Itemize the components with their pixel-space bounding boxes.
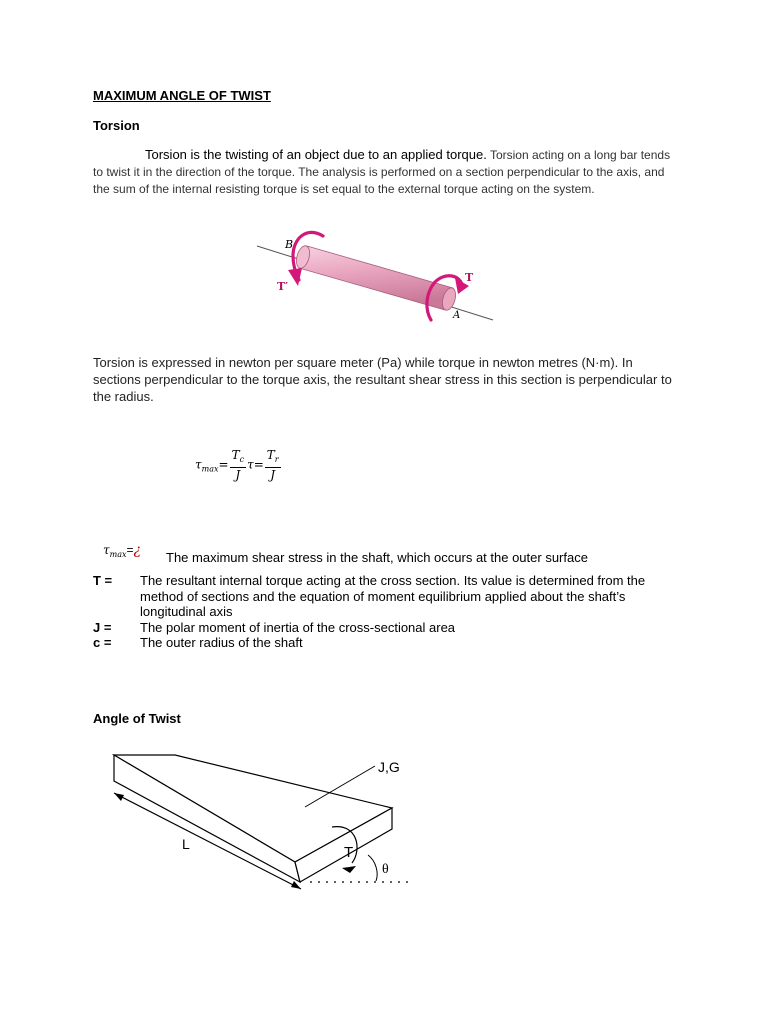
angle-of-twist-heading: Angle of Twist <box>93 711 181 726</box>
definition-text: The polar moment of inertia of the cross-sectional area <box>140 619 456 635</box>
definitions-list <box>93 573 673 651</box>
shear-stress-formula: $\tau_{max}=$ $\frac{T_c}{J}$ τ= $\frac{T_r}{J}$ <box>195 448 279 482</box>
label-t: T <box>344 844 354 861</box>
tau-max-description: The maximum shear stress in the shaft, which occurs at the outer surface <box>166 550 588 565</box>
definition-key: T = <box>93 573 113 588</box>
fraction-tc-over-j: $\frac{T_c}{J}$ <box>231 448 245 482</box>
label-l: L <box>182 836 190 852</box>
units-paragraph: Torsion is expressed in newton per square meter (Pa) while torque in newton metres (N·m). In sections perpendicular to the torque axis, the resultant shear stress in this section is perpendicular to the radius. <box>93 355 672 404</box>
definition-row <box>93 573 673 620</box>
label-jg: J,G <box>378 759 400 775</box>
torsion-body-text: Torsion acting on a long bar tends to twist it in the direction of the torque. The analysis is performed on a section perpendicular to the axis, and the sum of the internal resisting torque is set equal to the external torque acting on the system. <box>93 148 671 196</box>
label-b: B <box>285 238 294 251</box>
fraction-tr-over-j: $\frac{T_r}{J}$ <box>266 448 279 482</box>
definition-key: J = <box>93 619 112 635</box>
definition-row <box>93 635 673 651</box>
label-theta: θ <box>382 862 389 877</box>
torque-arrowhead-left-icon <box>288 268 302 286</box>
label-a: A <box>453 310 461 321</box>
definition-row <box>93 620 673 636</box>
torsion-heading: Torsion <box>93 118 140 133</box>
torsion-lead-text: Torsion is the twisting of an object due to an applied torque. <box>145 147 487 162</box>
torque-arrowhead-icon <box>342 866 356 873</box>
definition-text: The outer radius of the shaft <box>140 635 303 650</box>
page-title: MAXIMUM ANGLE OF TWIST <box>93 88 271 103</box>
definition-key: c = <box>93 635 112 650</box>
label-t: T <box>465 271 474 284</box>
shaft-body <box>294 244 458 311</box>
tau-max-symbol: $\tau_{max}=¿$ <box>103 542 142 559</box>
length-arrowhead-start-icon <box>114 793 124 801</box>
angle-of-twist-figure <box>100 745 420 895</box>
torsion-paragraph <box>93 146 673 198</box>
definition-text: The resultant internal torque acting at the cross section. Its value is determined from the method of sections and the equation of moment equilibrium applied about the shaft’s longitudinal axis <box>140 573 646 619</box>
torsion-shaft-figure <box>255 226 500 326</box>
theta-arc <box>368 855 377 881</box>
label-t-prime: T′ <box>277 280 289 293</box>
